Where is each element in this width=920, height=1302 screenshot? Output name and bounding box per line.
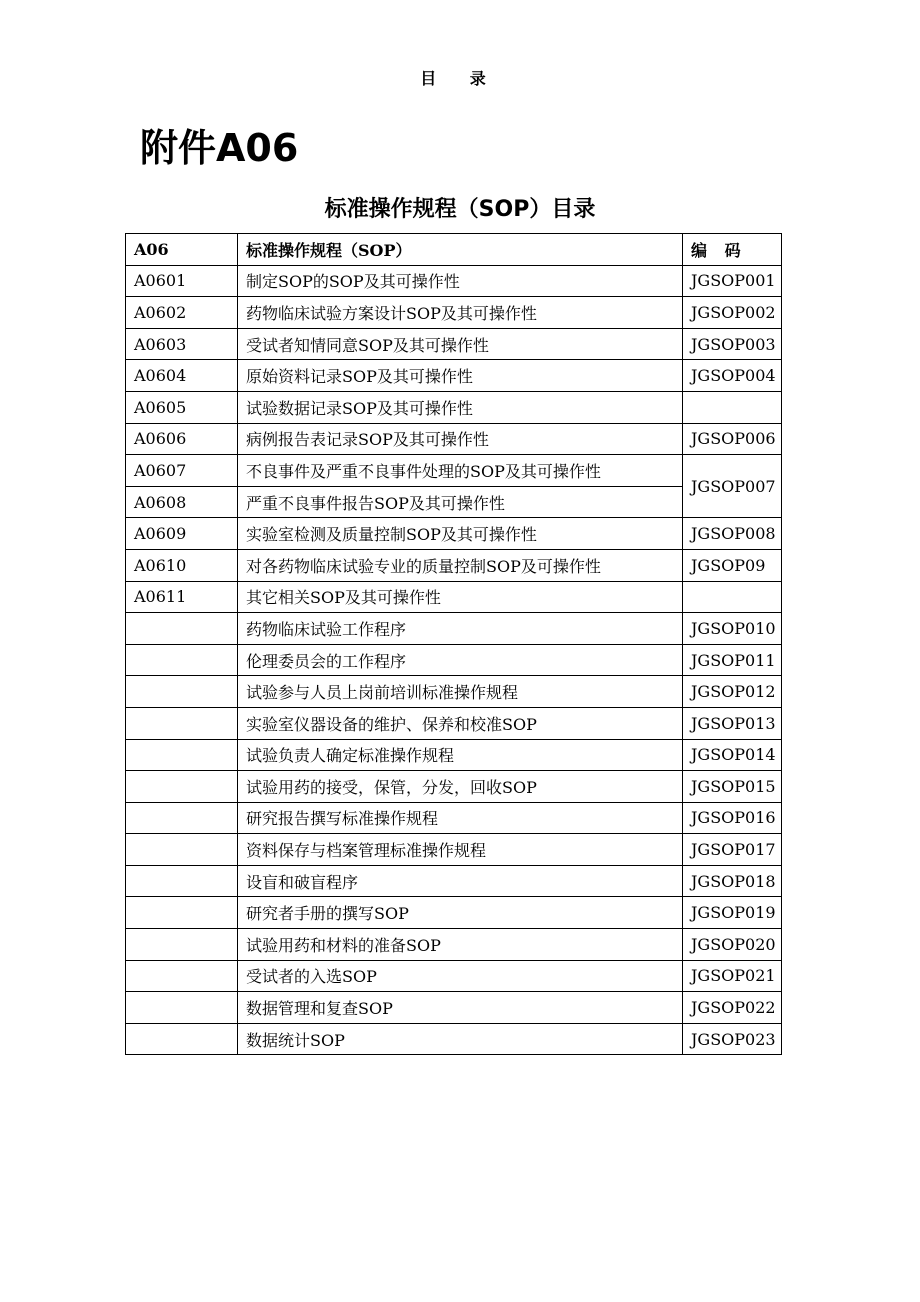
page-header-title: 目 录	[420, 69, 500, 88]
row-id	[126, 613, 238, 645]
row-id: A0603	[126, 328, 238, 360]
table-row	[126, 391, 782, 423]
table-row	[126, 644, 782, 676]
table-row	[126, 676, 782, 708]
row-code	[683, 581, 782, 613]
row-id	[126, 1023, 238, 1055]
row-code: JGSOP007	[683, 455, 782, 518]
row-code: JGSOP011	[683, 644, 782, 676]
row-name: 伦理委员会的工作程序	[238, 644, 683, 676]
table-row	[126, 929, 782, 961]
row-id	[126, 865, 238, 897]
row-name: 制定SOP的SOP及其可操作性	[238, 265, 683, 297]
row-name: 研究者手册的撰写SOP	[238, 897, 683, 929]
row-name: 研究报告撰写标准操作规程	[238, 802, 683, 834]
row-code: JGSOP019	[683, 897, 782, 929]
row-id	[126, 771, 238, 803]
row-id	[126, 739, 238, 771]
row-code: JGSOP015	[683, 771, 782, 803]
row-id: A0604	[126, 360, 238, 392]
row-name: 其它相关SOP及其可操作性	[238, 581, 683, 613]
row-name: 原始资料记录SOP及其可操作性	[238, 360, 683, 392]
table-row	[126, 423, 782, 455]
row-name: 药物临床试验方案设计SOP及其可操作性	[238, 297, 683, 329]
row-code: JGSOP013	[683, 707, 782, 739]
row-name: 受试者的入选SOP	[238, 960, 683, 992]
table-row	[126, 613, 782, 645]
row-name: 试验参与人员上岗前培训标准操作规程	[238, 676, 683, 708]
row-code: JGSOP022	[683, 992, 782, 1024]
row-name: 设盲和破盲程序	[238, 865, 683, 897]
row-name: 受试者知情同意SOP及其可操作性	[238, 328, 683, 360]
row-id	[126, 707, 238, 739]
row-name: 数据统计SOP	[238, 1023, 683, 1055]
row-id	[126, 802, 238, 834]
row-id: A0610	[126, 549, 238, 581]
header-id: A06	[126, 234, 238, 266]
row-id	[126, 897, 238, 929]
table-row	[126, 518, 782, 550]
row-name: 不良事件及严重不良事件处理的SOP及其可操作性	[238, 455, 683, 487]
row-id	[126, 960, 238, 992]
row-name: 实验室仪器设备的维护、保养和校准SOP	[238, 707, 683, 739]
row-id: A0607	[126, 455, 238, 487]
row-code: JGSOP018	[683, 865, 782, 897]
row-code: JGSOP006	[683, 423, 782, 455]
row-code: JGSOP09	[683, 549, 782, 581]
header-name: 标准操作规程（SOP）	[238, 234, 683, 266]
row-name: 试验用药和材料的准备SOP	[238, 929, 683, 961]
row-id	[126, 929, 238, 961]
row-code: JGSOP001	[683, 265, 782, 297]
row-id: A0608	[126, 486, 238, 518]
appendix-label: 附件A06	[140, 126, 299, 170]
row-id: A0601	[126, 265, 238, 297]
table-row	[126, 360, 782, 392]
row-code: JGSOP002	[683, 297, 782, 329]
row-code: JGSOP017	[683, 834, 782, 866]
row-name: 试验用药的接受，保管，分发，回收SOP	[238, 771, 683, 803]
row-code: JGSOP014	[683, 739, 782, 771]
row-name: 药物临床试验工作程序	[238, 613, 683, 645]
row-code: JGSOP003	[683, 328, 782, 360]
row-code: JGSOP004	[683, 360, 782, 392]
row-code: JGSOP012	[683, 676, 782, 708]
table-row	[126, 581, 782, 613]
row-name: 实验室检测及质量控制SOP及其可操作性	[238, 518, 683, 550]
row-name: 试验数据记录SOP及其可操作性	[238, 391, 683, 423]
document-title: 标准操作规程（SOP）目录	[324, 197, 596, 222]
table-row	[126, 834, 782, 866]
row-code: JGSOP010	[683, 613, 782, 645]
row-id: A0611	[126, 581, 238, 613]
row-code: JGSOP008	[683, 518, 782, 550]
table-body	[126, 265, 782, 1055]
row-code: JGSOP016	[683, 802, 782, 834]
table-row	[126, 707, 782, 739]
row-name: 对各药物临床试验专业的质量控制SOP及可操作性	[238, 549, 683, 581]
row-code: JGSOP020	[683, 929, 782, 961]
row-name: 病例报告表记录SOP及其可操作性	[238, 423, 683, 455]
table-row	[126, 297, 782, 329]
table-row	[126, 265, 782, 297]
row-code: JGSOP021	[683, 960, 782, 992]
row-id: A0605	[126, 391, 238, 423]
row-name: 资料保存与档案管理标准操作规程	[238, 834, 683, 866]
table-row	[126, 328, 782, 360]
row-id: A0606	[126, 423, 238, 455]
table-row	[126, 771, 782, 803]
header-code: 编 码	[683, 234, 782, 266]
table-row	[126, 455, 782, 487]
table-row	[126, 897, 782, 929]
table-row	[126, 960, 782, 992]
row-id	[126, 644, 238, 676]
row-id: A0609	[126, 518, 238, 550]
row-name: 试验负责人确定标准操作规程	[238, 739, 683, 771]
table-row	[126, 1023, 782, 1055]
sop-table	[125, 233, 782, 1055]
row-id	[126, 834, 238, 866]
row-id	[126, 676, 238, 708]
table-row	[126, 865, 782, 897]
table-row	[126, 802, 782, 834]
row-id	[126, 992, 238, 1024]
row-name: 数据管理和复查SOP	[238, 992, 683, 1024]
row-code: JGSOP023	[683, 1023, 782, 1055]
row-name: 严重不良事件报告SOP及其可操作性	[238, 486, 683, 518]
row-id: A0602	[126, 297, 238, 329]
table-row	[126, 992, 782, 1024]
table-row	[126, 739, 782, 771]
table-header-row	[126, 234, 782, 266]
table-row	[126, 549, 782, 581]
row-code	[683, 391, 782, 423]
